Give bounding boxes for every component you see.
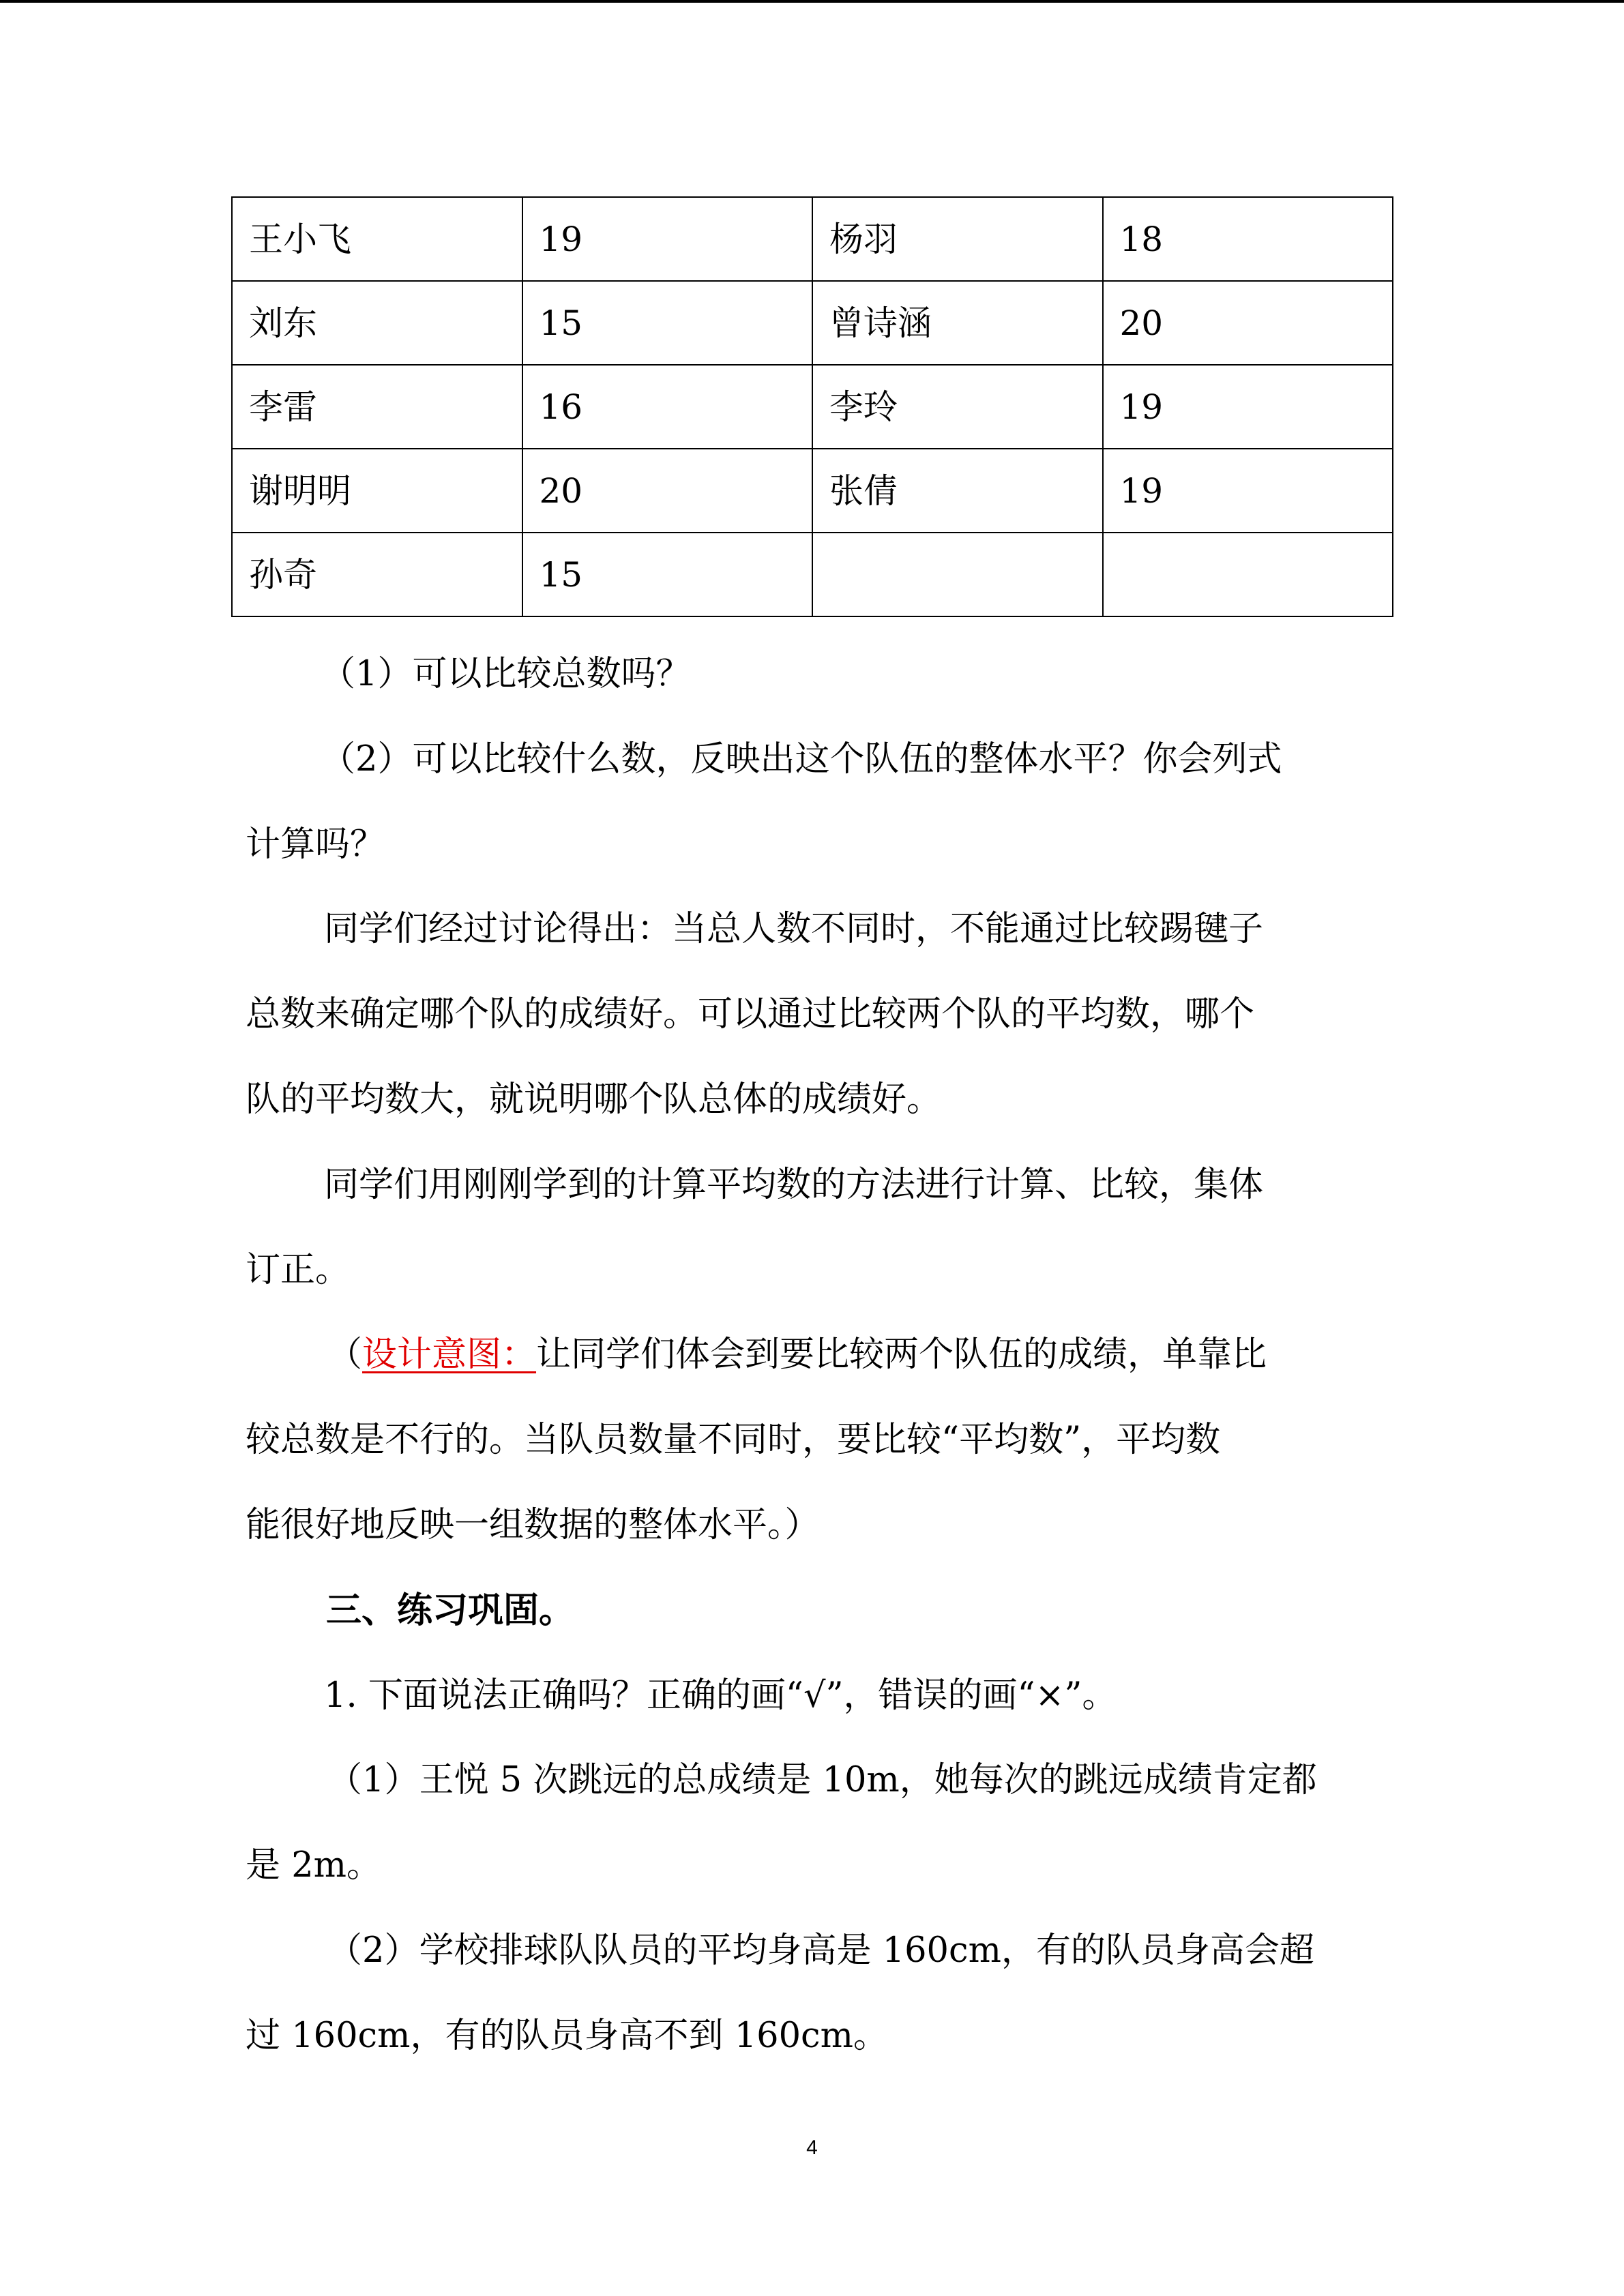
table-row	[232, 197, 1393, 281]
student-score	[1103, 533, 1393, 616]
exercise-1-prompt: 1. 下面说法正确吗？正确的画“√”，错误的画“×”。	[324, 1675, 1117, 1716]
student-score: 15	[522, 533, 813, 616]
calculation-line-1: 同学们用刚刚学到的计算平均数的方法进行计算、比较，集体	[324, 1165, 1264, 1205]
student-score: 18	[1103, 197, 1393, 281]
exercise-1-item-2-line-2: 过 160cm，有的队员身高不到 160cm。	[246, 2016, 888, 2056]
exercise-1-item-1-line-2: 是 2m。	[246, 1845, 382, 1885]
design-intent-line-3: 能很好地反映一组数据的整体水平。）	[246, 1505, 820, 1545]
design-intent-open-paren: （	[327, 1335, 363, 1375]
exercise-1-item-2-line-1: （2）学校排球队队员的平均身高是 160cm，有的队员身高会超	[327, 1930, 1314, 1971]
score-table	[231, 196, 1393, 617]
design-intent-label: 设计意图：	[362, 1335, 537, 1375]
page-top-border	[0, 0, 1624, 3]
exercise-1-item-1-line-1: （1）王悦 5 次跳远的总成绩是 10m，她每次的跳远成绩肯定都	[327, 1760, 1317, 1800]
discussion-line-3: 队的平均数大，就说明哪个队总体的成绩好。	[246, 1079, 942, 1120]
question-1: （1）可以比较总数吗？	[321, 654, 691, 694]
student-name: 杨羽	[812, 197, 1103, 281]
student-score: 15	[522, 281, 813, 365]
question-2-line-2: 计算吗？	[246, 824, 385, 865]
table-row	[232, 449, 1393, 533]
student-score: 20	[1103, 281, 1393, 365]
calculation-line-2: 订正。	[246, 1250, 351, 1290]
page-number: 4	[806, 2136, 818, 2159]
design-intent-text: 让同学们体会到要比较两个队伍的成绩，单靠比	[536, 1335, 1267, 1375]
table-row	[232, 365, 1393, 449]
question-2-line-1: （2）可以比较什么数，反映出这个队伍的整体水平？你会列式	[321, 739, 1282, 779]
student-name: 曾诗涵	[812, 281, 1103, 365]
student-score: 19	[1103, 449, 1393, 533]
student-score: 16	[522, 365, 813, 449]
student-name: 张倩	[812, 449, 1103, 533]
design-intent-line-1	[327, 1335, 1267, 1375]
student-name: 谢明明	[232, 449, 522, 533]
student-score: 19	[1103, 365, 1393, 449]
table-row	[232, 533, 1393, 616]
student-score: 19	[522, 197, 813, 281]
student-name: 刘东	[232, 281, 522, 365]
discussion-line-1: 同学们经过讨论得出：当总人数不同时，不能通过比较踢毽子	[324, 909, 1264, 949]
student-name: 孙奇	[232, 533, 522, 616]
student-name	[812, 533, 1103, 616]
student-name: 王小飞	[232, 197, 522, 281]
design-intent-line-2: 较总数是不行的。当队员数量不同时，要比较“平均数”，平均数	[246, 1420, 1221, 1460]
student-score: 20	[522, 449, 813, 533]
student-name: 李雷	[232, 365, 522, 449]
discussion-line-2: 总数来确定哪个队的成绩好。可以通过比较两个队的平均数，哪个	[246, 994, 1255, 1034]
student-name: 李玲	[812, 365, 1103, 449]
table-row	[232, 281, 1393, 365]
section-heading: 三、练习巩固。	[326, 1590, 575, 1631]
